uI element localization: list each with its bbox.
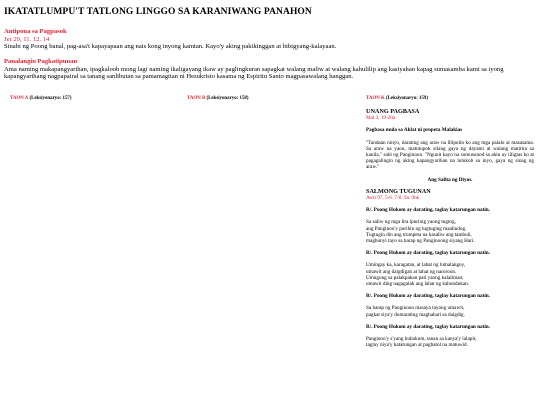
psalm-line: Tugtugin din ang trumpeta na kasaliw ang tambuli, bbox=[366, 231, 472, 238]
psalm-ref: Awit 97, 5-6. 7-8. 9a. 9bk bbox=[366, 195, 420, 202]
psalm-line: taglay niya'y katarungan at pagbatol na matuwid. bbox=[366, 342, 468, 349]
panalangin-text: Ama naming makapangyarihan, ipagkaloob mong lagi naming ikaligayang ikaw ay paglingkuran sapagkat walang maliw at walang kahulilip ang kasiyahan kapag sumasamba kami sa iyong kapangyarihang nagpapairal sa tanang sanlibutan sa pamamagitan ni Hesukristo kasama ng Espiritu Santo magpasawalang hanggan. bbox=[4, 65, 504, 81]
psalm-response: R/. Poong Hukom ay darating, taglay katarungan natin. bbox=[366, 207, 490, 214]
page-title: IKATATLUMPU'T TATLONG LINGGO SA KARANIWANG PANAHON bbox=[4, 7, 312, 17]
antipona-section bbox=[4, 28, 534, 51]
column-taon-a bbox=[10, 96, 71, 102]
reading-intro: Pagbasa mula sa Aklat ni propeta Malakias bbox=[366, 127, 463, 134]
reading-ref: Mal 3, 19-20a bbox=[366, 115, 396, 122]
antipona-heading: Antipona sa Pagpasok bbox=[4, 28, 67, 35]
psalm-line: Umugong sa palakpakan pati yaong kalaliman; bbox=[366, 274, 464, 281]
psalm-line: umawit ang daigdigan at lahat ng naroroon. bbox=[366, 268, 457, 275]
antipona-ref: Jer 29, 11. 12. 14 bbox=[4, 35, 50, 43]
panalangin-section bbox=[4, 58, 534, 81]
antipona-text: Sinabi ng Poong banal, pag-asa't kapayapaan ang nais kong inyong kamtan. Kayo'y aking pakikinggan at bibigyang-kalayaan. bbox=[4, 43, 337, 51]
psalm-line: Sa saliw ng mga lira ipurinig yaong tugtog, bbox=[366, 219, 456, 226]
reading-section bbox=[366, 109, 534, 348]
psalm-line: pagkat siya'y dumarating maghahari sa daigdig. bbox=[366, 311, 465, 318]
psalm-response: R/. Poong Hukom ay darating, taglay katarungan natin. bbox=[366, 250, 490, 257]
psalm-line: Umingay ka, karagatan, at lahat ng lumalangoy, bbox=[366, 262, 466, 269]
psalm-line: ang Panginoo'y purihin ng tugtuging maalindog. bbox=[366, 225, 467, 232]
reading-closing: Ang Salita ng Diyos. bbox=[427, 176, 473, 183]
psalm-response: R/. Poong Hukom ay darating, taglay katarungan natin. bbox=[366, 293, 490, 300]
psalm-line: Sa harap ng Panginoon masaya tayong umawit, bbox=[366, 305, 465, 312]
psalm-response: R/. Poong Hukom ay darating, taglay katarungan natin. bbox=[366, 323, 490, 330]
column-taon-k bbox=[366, 96, 534, 348]
column-taon-b bbox=[187, 96, 248, 102]
taon-k-label: TAON K bbox=[366, 96, 385, 101]
taon-b-lek: (Leksiyonaryo: 158) bbox=[206, 96, 249, 101]
taon-k-lek: (Leksiyonaryo: 159) bbox=[386, 96, 429, 101]
psalm-line: magbunyi tayo sa harap ng Panginoong siyang Hari. bbox=[366, 238, 475, 245]
taon-a-label: TAON A bbox=[10, 96, 29, 101]
reading-text: "Tandaan ninyo, darating ang araw na lilipulin ko ang mga palalo at masasama. Sa araw na yaon, matutupok silang gaya ng dayami at walang matitira sa kanila," sabi ng Panginoon. "Ngunit kayo na sumusunod sa akin ay iiligtas ko at pagagalingin ng aking kapangyarihan na lulukob sa inyo, gaya ng sinag ng araw." bbox=[366, 139, 534, 171]
psalm-line: Panginoo'y s'yang huhukom, tanan sa kanya'y lalapit, bbox=[366, 336, 477, 343]
reading-heading: UNANG PAGBASA bbox=[366, 108, 420, 115]
taon-b-label: TAON B bbox=[187, 96, 206, 101]
psalm-heading: SALMONG TUGUNAN bbox=[366, 187, 431, 195]
panalangin-heading: Panalangin Pagkatipunan bbox=[4, 58, 78, 65]
taon-a-lek: (Leksiyonaryo: 157) bbox=[29, 96, 72, 101]
psalm-line: umawit ding nagagalak ang lahat ng kabundukan. bbox=[366, 281, 470, 288]
